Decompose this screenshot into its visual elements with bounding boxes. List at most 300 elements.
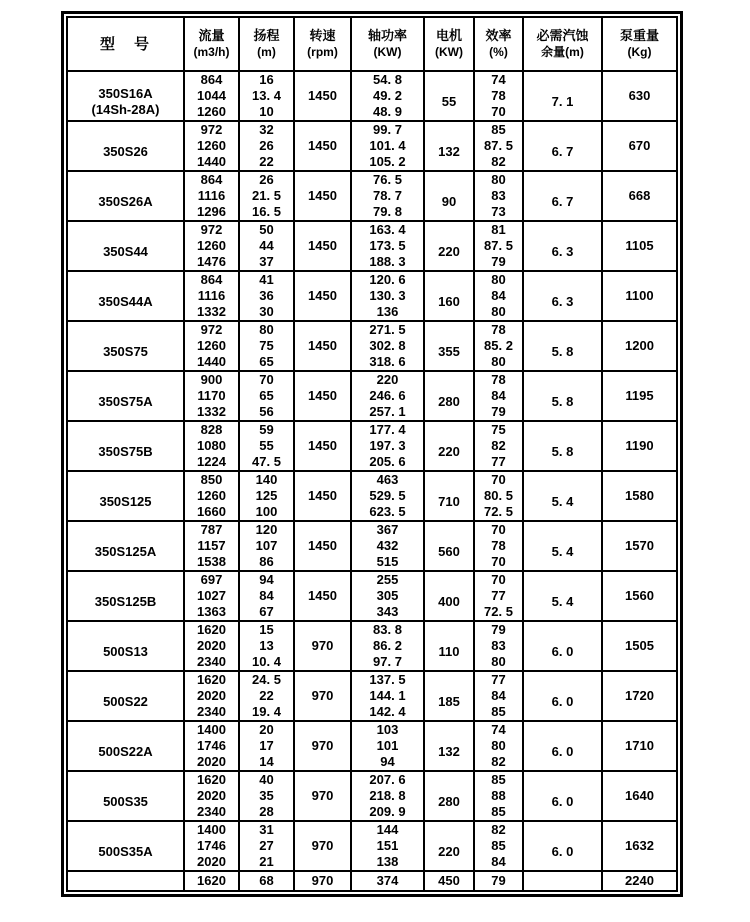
cell-content-speed xyxy=(312,738,334,754)
cell-content-npsh xyxy=(552,244,574,260)
eff-line: 79 xyxy=(491,873,506,888)
head-line: 50 xyxy=(259,222,274,237)
weight-value: 1100 xyxy=(625,288,654,303)
flow-line: 1260 xyxy=(197,104,226,119)
npsh-value: 7. 1 xyxy=(551,94,574,109)
cell-motor xyxy=(424,771,474,821)
cell-head xyxy=(239,671,294,721)
cell-content-motor xyxy=(442,194,456,210)
cell-content-motor xyxy=(438,872,460,890)
cell-content-motor xyxy=(438,244,460,260)
cell-speed xyxy=(294,421,351,471)
motor-value: 160 xyxy=(438,294,460,309)
cell-content-model xyxy=(103,644,148,660)
flow-line: 864 xyxy=(200,72,223,87)
cell-weight xyxy=(602,571,677,621)
cell-power xyxy=(351,121,424,171)
cell-content-power xyxy=(377,522,399,570)
eff-line: 70 xyxy=(491,472,506,487)
cell-content-head xyxy=(252,172,281,220)
cell-speed xyxy=(294,371,351,421)
cell-speed xyxy=(294,271,351,321)
cell-content-head xyxy=(252,72,281,120)
cell-content-model xyxy=(103,794,148,810)
eff-line: 84 xyxy=(491,688,506,703)
table-row xyxy=(67,521,677,571)
cell-power xyxy=(351,421,424,471)
header-unit-npsh: 余量(m) xyxy=(541,45,584,59)
cell-weight xyxy=(602,71,677,121)
head-line: 31 xyxy=(259,822,274,837)
eff-line: 85 xyxy=(491,804,506,819)
cell-flow xyxy=(184,221,239,271)
power-line: 246. 6 xyxy=(369,388,406,403)
eff-line: 79 xyxy=(491,622,506,637)
flow-line: 1660 xyxy=(197,504,226,519)
cell-content-speed xyxy=(308,488,337,504)
npsh-value: 5. 4 xyxy=(551,594,574,609)
header-npsh xyxy=(523,17,602,71)
cell-content-head xyxy=(259,272,273,320)
eff-line: 78 xyxy=(491,88,506,103)
cell-content-model xyxy=(98,394,152,410)
cell-eff xyxy=(474,771,523,821)
cell-weight xyxy=(602,171,677,221)
power-line: 105. 2 xyxy=(369,154,406,169)
flow-line: 1224 xyxy=(197,454,226,469)
motor-value: 355 xyxy=(438,344,460,359)
power-line: 463 xyxy=(376,472,399,487)
cell-content-speed xyxy=(308,288,337,304)
cell-content-npsh xyxy=(552,344,574,360)
head-line: 67 xyxy=(259,604,274,619)
motor-value: 280 xyxy=(438,794,460,809)
header-weight xyxy=(602,17,677,71)
cell-content-npsh xyxy=(552,644,574,660)
cell-content-flow xyxy=(197,272,226,320)
weight-value: 1640 xyxy=(625,788,654,803)
power-line: 48. 9 xyxy=(373,104,402,119)
cell-eff xyxy=(474,171,523,221)
cell-content-npsh xyxy=(552,194,574,210)
header-label-weight: 泵重量 xyxy=(619,28,659,43)
cell-head xyxy=(239,421,294,471)
weight-value: 1710 xyxy=(625,738,654,753)
motor-value: 132 xyxy=(438,144,460,159)
flow-line: 1400 xyxy=(197,722,226,737)
cell-motor xyxy=(424,221,474,271)
speed-value: 1450 xyxy=(308,188,337,203)
flow-line: 1044 xyxy=(197,88,226,103)
weight-value: 1560 xyxy=(625,588,654,603)
flow-line: 1620 xyxy=(197,873,226,888)
model-line: 350S75B xyxy=(98,444,153,459)
flow-line: 972 xyxy=(200,322,223,337)
cell-content-model xyxy=(92,86,160,118)
cell-eff xyxy=(474,871,523,891)
cell-flow xyxy=(184,471,239,521)
cell-motor xyxy=(424,671,474,721)
npsh-value: 6. 3 xyxy=(551,244,574,259)
cell-weight xyxy=(602,321,677,371)
cell-content-speed xyxy=(308,588,337,604)
head-line: 27 xyxy=(259,838,274,853)
cell-content-flow xyxy=(197,522,226,570)
cell-content-eff xyxy=(484,572,513,620)
cell-speed xyxy=(294,71,351,121)
cell-model xyxy=(67,771,184,821)
weight-value: 1105 xyxy=(625,238,654,253)
eff-line: 88 xyxy=(491,788,506,803)
cell-content-head xyxy=(259,572,273,620)
cell-content-eff xyxy=(491,372,505,420)
cell-npsh xyxy=(523,471,602,521)
cell-head xyxy=(239,521,294,571)
cell-content-motor xyxy=(438,594,460,610)
cell-content-speed xyxy=(308,138,337,154)
cell-content-flow xyxy=(197,672,226,720)
cell-weight xyxy=(602,721,677,771)
power-line: 367 xyxy=(376,522,399,537)
cell-content-eff xyxy=(491,272,505,320)
header-label-npsh: 必需汽蚀 xyxy=(536,28,589,43)
table-row xyxy=(67,171,677,221)
npsh-value: 5. 8 xyxy=(551,444,574,459)
cell-content-model xyxy=(95,594,156,610)
eff-line: 83 xyxy=(491,638,506,653)
table-row xyxy=(67,121,677,171)
head-line: 94 xyxy=(259,572,274,587)
table-row xyxy=(67,271,677,321)
power-line: 374 xyxy=(376,873,399,888)
header-label-power: 轴功率 xyxy=(367,28,407,43)
head-line: 21 xyxy=(259,854,274,869)
cell-content-weight xyxy=(629,188,651,204)
cell-head xyxy=(239,571,294,621)
eff-line: 77 xyxy=(491,454,506,469)
head-line: 22 xyxy=(259,154,274,169)
cell-motor xyxy=(424,471,474,521)
cell-content-model xyxy=(103,694,148,710)
cell-npsh xyxy=(523,71,602,121)
head-line: 30 xyxy=(259,304,274,319)
cell-content-npsh xyxy=(552,794,574,810)
cell-content-eff xyxy=(484,122,513,170)
cell-npsh xyxy=(523,271,602,321)
head-line: 26 xyxy=(259,138,274,153)
cell-model xyxy=(67,321,184,371)
cell-content-speed xyxy=(308,88,337,104)
cell-head xyxy=(239,771,294,821)
power-line: 101 xyxy=(376,738,399,753)
cell-content-eff xyxy=(484,222,513,270)
head-line: 70 xyxy=(259,372,274,387)
head-line: 84 xyxy=(259,588,274,603)
table-row xyxy=(67,671,677,721)
table-row xyxy=(67,371,677,421)
eff-line: 82 xyxy=(491,438,506,453)
eff-line: 87. 5 xyxy=(484,138,513,153)
cell-content-npsh xyxy=(552,444,574,460)
cell-power xyxy=(351,871,424,891)
cell-npsh xyxy=(523,321,602,371)
eff-line: 73 xyxy=(491,204,506,219)
header-unit-speed: (rpm) xyxy=(307,45,338,59)
head-line: 21. 5 xyxy=(252,188,281,203)
power-line: 99. 7 xyxy=(373,122,402,137)
flow-line: 1620 xyxy=(197,672,226,687)
cell-speed xyxy=(294,221,351,271)
cell-motor xyxy=(424,121,474,171)
weight-value: 670 xyxy=(628,138,651,153)
flow-line: 900 xyxy=(200,372,223,387)
cell-eff xyxy=(474,721,523,771)
header-label-motor: 电机 xyxy=(435,28,462,43)
eff-line: 87. 5 xyxy=(484,238,513,253)
flow-line: 2340 xyxy=(197,804,226,819)
npsh-value: 5. 8 xyxy=(551,394,574,409)
cell-content-motor xyxy=(438,544,460,560)
flow-line: 1116 xyxy=(197,288,226,303)
cell-npsh xyxy=(523,721,602,771)
cell-power xyxy=(351,371,424,421)
cell-content-weight xyxy=(625,738,654,754)
cell-content-npsh xyxy=(552,144,574,160)
cell-flow xyxy=(184,321,239,371)
cell-content-head xyxy=(256,472,278,520)
cell-weight xyxy=(602,521,677,571)
cell-npsh xyxy=(523,521,602,571)
cell-eff xyxy=(474,571,523,621)
eff-line: 77 xyxy=(491,588,506,603)
motor-value: 400 xyxy=(438,594,460,609)
cell-content-eff xyxy=(484,472,513,520)
motor-value: 110 xyxy=(438,644,460,659)
cell-weight xyxy=(602,271,677,321)
flow-line: 1260 xyxy=(197,238,226,253)
npsh-value: 6. 7 xyxy=(551,194,574,209)
cell-content-flow xyxy=(197,822,226,870)
head-line: 55 xyxy=(259,438,274,453)
cell-head xyxy=(239,471,294,521)
cell-eff xyxy=(474,821,523,871)
cell-weight xyxy=(602,821,677,871)
cell-npsh xyxy=(523,871,602,891)
flow-line: 972 xyxy=(200,122,223,137)
power-line: 255 xyxy=(376,572,399,587)
flow-line: 2020 xyxy=(197,688,226,703)
power-line: 271. 5 xyxy=(369,322,406,337)
head-line: 26 xyxy=(259,172,274,187)
eff-line: 80 xyxy=(491,354,506,369)
cell-motor xyxy=(424,871,474,891)
cell-npsh xyxy=(523,821,602,871)
head-line: 10. 4 xyxy=(252,654,281,669)
flow-line: 2020 xyxy=(197,854,226,869)
cell-model xyxy=(67,371,184,421)
power-line: 177. 4 xyxy=(369,422,406,437)
eff-line: 82 xyxy=(491,154,506,169)
cell-power xyxy=(351,221,424,271)
npsh-value: 6. 0 xyxy=(551,744,574,759)
cell-content-weight xyxy=(625,872,654,890)
flow-line: 1080 xyxy=(197,438,226,453)
eff-line: 78 xyxy=(491,322,506,337)
flow-line: 1157 xyxy=(197,538,226,553)
cell-power xyxy=(351,521,424,571)
flow-line: 2340 xyxy=(197,654,226,669)
cell-npsh xyxy=(523,671,602,721)
cell-content-head xyxy=(259,772,273,820)
head-line: 35 xyxy=(259,788,274,803)
cell-content-weight xyxy=(625,438,653,454)
head-line: 10 xyxy=(259,104,274,119)
cell-speed xyxy=(294,871,351,891)
power-line: 197. 3 xyxy=(369,438,406,453)
cell-content-flow xyxy=(197,472,226,520)
head-line: 20 xyxy=(259,722,274,737)
speed-value: 970 xyxy=(311,838,334,853)
cell-content-npsh xyxy=(552,594,574,610)
cell-model xyxy=(67,521,184,571)
eff-line: 72. 5 xyxy=(484,604,513,619)
power-line: 138 xyxy=(376,854,399,869)
cell-content-model xyxy=(103,344,148,360)
header-unit-eff: (%) xyxy=(489,45,508,59)
cell-motor xyxy=(424,521,474,571)
cell-content-flow xyxy=(197,72,226,120)
cell-content-weight xyxy=(625,388,653,404)
table-header xyxy=(67,17,677,71)
npsh-value: 6. 0 xyxy=(551,694,574,709)
eff-line: 85 xyxy=(491,122,506,137)
flow-line: 1538 xyxy=(197,554,226,569)
cell-model xyxy=(67,271,184,321)
head-line: 13 xyxy=(259,638,274,653)
cell-content-head xyxy=(259,872,273,890)
cell-content-motor xyxy=(438,494,460,510)
cell-content-model xyxy=(98,294,152,310)
flow-line: 697 xyxy=(200,572,223,587)
cell-motor xyxy=(424,321,474,371)
cell-head xyxy=(239,321,294,371)
cell-speed xyxy=(294,171,351,221)
cell-content-eff xyxy=(491,422,505,470)
head-line: 86 xyxy=(259,554,274,569)
cell-content-head xyxy=(252,422,281,470)
eff-line: 80 xyxy=(491,304,506,319)
header-unit-weight: (Kg) xyxy=(627,45,652,59)
motor-value: 132 xyxy=(438,744,460,759)
header-flow xyxy=(184,17,239,71)
cell-weight xyxy=(602,771,677,821)
cell-speed xyxy=(294,321,351,371)
head-line: 41 xyxy=(259,272,274,287)
power-line: 54. 8 xyxy=(373,72,402,87)
cell-content-npsh xyxy=(552,844,574,860)
table-row xyxy=(67,571,677,621)
cell-content-flow xyxy=(197,172,226,220)
cell-flow xyxy=(184,621,239,671)
model-line: 350S125 xyxy=(99,494,152,509)
power-line: 142. 4 xyxy=(369,704,406,719)
cell-content-motor xyxy=(438,394,460,410)
cell-power xyxy=(351,621,424,671)
cell-motor xyxy=(424,71,474,121)
table-row xyxy=(67,621,677,671)
cell-motor xyxy=(424,721,474,771)
flow-line: 1746 xyxy=(197,738,226,753)
cell-speed xyxy=(294,621,351,671)
cell-content-head xyxy=(259,722,273,770)
cell-content-flow xyxy=(197,572,226,620)
cell-content-speed xyxy=(312,788,334,804)
cell-content-speed xyxy=(312,688,334,704)
cell-content-eff xyxy=(491,72,505,120)
motor-value: 710 xyxy=(438,494,460,509)
cell-content-flow xyxy=(197,322,226,370)
cell-content-weight xyxy=(629,88,651,104)
header-power xyxy=(351,17,424,71)
motor-value: 280 xyxy=(438,394,460,409)
cell-npsh xyxy=(523,171,602,221)
cell-content-motor xyxy=(438,844,460,860)
motor-value: 560 xyxy=(438,544,460,559)
power-line: 49. 2 xyxy=(373,88,402,103)
power-line: 136 xyxy=(376,304,399,319)
flow-line: 1027 xyxy=(197,588,226,603)
speed-value: 970 xyxy=(311,688,334,703)
flow-line: 1260 xyxy=(197,488,226,503)
power-line: 163. 4 xyxy=(369,222,406,237)
model-line: 500S13 xyxy=(103,644,148,659)
power-line: 101. 4 xyxy=(369,138,406,153)
cell-eff xyxy=(474,321,523,371)
cell-content-weight xyxy=(625,788,654,804)
cell-content-weight xyxy=(625,688,654,704)
flow-line: 1260 xyxy=(197,338,226,353)
speed-value: 1450 xyxy=(308,538,337,553)
head-line: 37 xyxy=(259,254,274,269)
cell-flow xyxy=(184,521,239,571)
cell-content-flow xyxy=(197,122,226,170)
head-line: 44 xyxy=(259,238,274,253)
header-label-head: 扬程 xyxy=(253,28,280,43)
flow-line: 1170 xyxy=(197,388,226,403)
cell-head xyxy=(239,721,294,771)
eff-line: 81 xyxy=(491,222,506,237)
flow-line: 2020 xyxy=(197,638,226,653)
cell-eff xyxy=(474,121,523,171)
eff-line: 72. 5 xyxy=(484,504,513,519)
cell-npsh xyxy=(523,421,602,471)
npsh-value: 5. 4 xyxy=(551,494,574,509)
cell-eff xyxy=(474,621,523,671)
cell-speed xyxy=(294,771,351,821)
cell-content-speed xyxy=(308,188,337,204)
eff-line: 85 xyxy=(491,772,506,787)
cell-content-motor xyxy=(439,644,460,660)
cell-flow xyxy=(184,371,239,421)
head-line: 59 xyxy=(259,422,274,437)
cell-weight xyxy=(602,371,677,421)
cell-content-speed xyxy=(308,538,337,554)
header-label-flow: 流量 xyxy=(198,28,225,43)
cell-content-power xyxy=(369,272,405,320)
cell-content-power xyxy=(373,622,402,670)
header-speed xyxy=(294,17,351,71)
cell-eff xyxy=(474,671,523,721)
